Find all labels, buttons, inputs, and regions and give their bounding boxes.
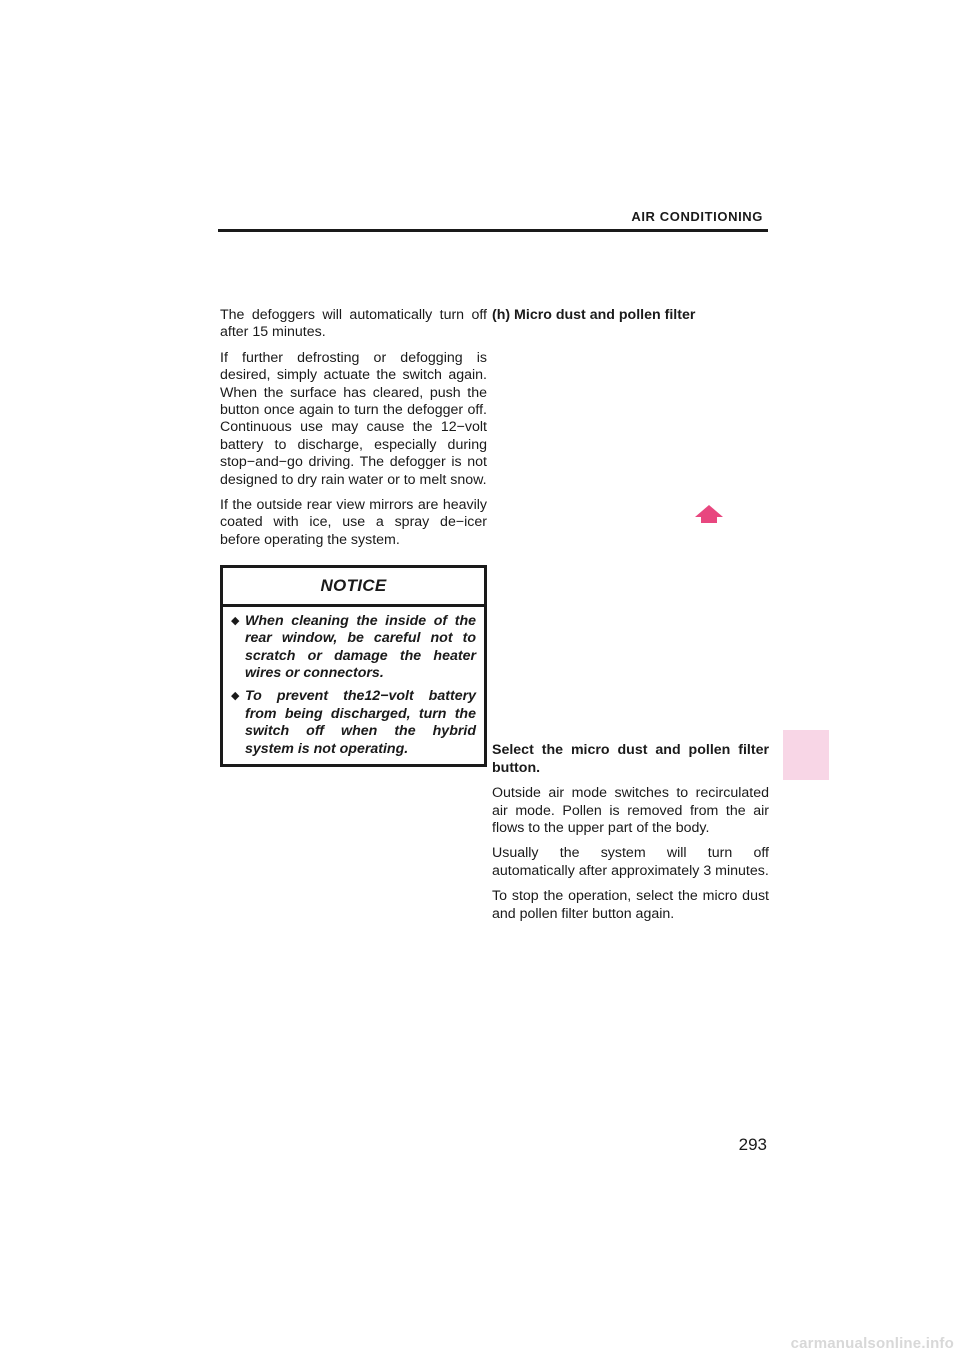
notice-item-text: To prevent the12−volt battery from being discharged, turn the switch off when the hybrid system is not operating. (245, 688, 476, 757)
notice-item (231, 688, 476, 758)
illustration-area (492, 332, 769, 742)
diamond-bullet-icon: ◆ (231, 690, 240, 703)
left-column (220, 307, 487, 767)
page-number: 293 (738, 1135, 767, 1154)
subheading-micro-dust-filter: (h) Micro dust and pollen filter (492, 307, 696, 323)
paragraph-mirror-ice: If the outside rear view mirrors are heavily coated with ice, use a spray de−icer before operating the system. (220, 497, 487, 548)
paragraph-auto-turn-off: Usually the system will turn off automatically after approximately 3 minutes. (492, 845, 769, 879)
notice-item-text: When cleaning the inside of the rear window, be careful not to scratch or damage the heater wires or connectors. (245, 612, 476, 681)
paragraph-stop-operation: To stop the operation, select the micro dust and pollen filter button again. (492, 888, 769, 922)
right-column (492, 307, 769, 931)
notice-title: NOTICE (223, 568, 484, 606)
section-title: AIR CONDITIONING (631, 209, 763, 224)
header-rule (218, 229, 768, 232)
paragraph-further-defrost: If further defrosting or defogging is desired, simply actuate the switch again. When the surface has cleared, push the button once again to turn the defogger off. Continuous use may cause the 12−volt battery to discharge, especially during stop−and−go driving. The defogger is not designed to dry rain water or to melt snow. (220, 349, 487, 488)
notice-list (223, 607, 484, 764)
diamond-bullet-icon: ◆ (231, 614, 240, 627)
notice-item (231, 613, 476, 683)
instruction-select-button: Select the micro dust and pollen filter button. (492, 742, 769, 776)
watermark: carmanualsonline.info (790, 1335, 954, 1352)
chapter-side-tab (783, 730, 829, 780)
paragraph-auto-off: The defoggers will automatically turn off after 15 minutes. (220, 307, 487, 341)
paragraph-recirculated: Outside air mode switches to recirculated air mode. Pollen is removed from the air flows to the upper part of the body. (492, 785, 769, 837)
notice-box (220, 565, 487, 767)
arrow-up-icon (695, 505, 723, 523)
